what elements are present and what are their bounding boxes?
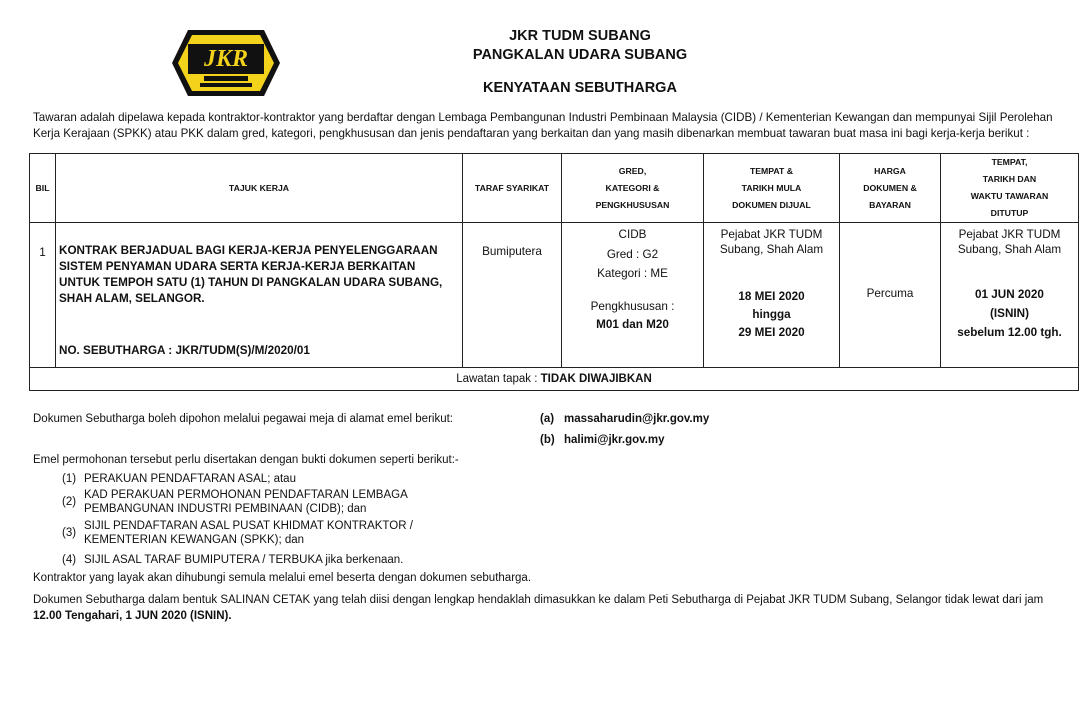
row-tajuk <box>56 223 463 368</box>
submission-deadline: 12.00 Tengahari, 1 JUN 2020 (ISNIN). <box>33 610 232 622</box>
header-tutup: TEMPAT, TARIKH DAN WAKTU TAWARAN DITUTUP <box>941 154 1079 223</box>
email-link[interactable]: halimi@jkr.gov.my <box>564 434 665 446</box>
email-link[interactable]: massaharudin@jkr.gov.my <box>564 413 710 425</box>
request-text: Dokumen Sebutharga boleh dipohon melalui pegawai meja di alamat emel berikut: <box>33 413 454 425</box>
contact-note: Kontraktor yang layak akan dihubungi semula melalui emel beserta dengan dokumen sebutharga. <box>33 572 532 584</box>
base-name: PANGKALAN UDARA SUBANG <box>472 47 688 63</box>
table-row <box>30 223 1079 368</box>
tajuk-text: KONTRAK BERJADUAL BAGI KERJA-KERJA PENYELENGGARAAN SISTEM PENYAMAN UDARA SERTA KERJA-KERJA BERKAITAN UNTUK TEMPOH SATU (1) TAHUN DI PANGKALAN UDARA SUBANG, SHAH ALAM, SELANGOR. <box>59 244 443 305</box>
header-harga: HARGA DOKUMEN & BAYARAN <box>840 154 941 223</box>
row-harga: Percuma <box>840 223 941 368</box>
email-item: (b) halimi@jkr.gov.my <box>540 434 665 446</box>
org-name: JKR TUDM SUBANG <box>509 28 651 44</box>
doc-item: (4) SIJIL ASAL TARAF BUMIPUTERA / TERBUKA jika berkenaan. <box>62 554 404 566</box>
lawatan-row <box>30 368 1079 391</box>
no-sebutharga: NO. SEBUTHARGA : JKR/TUDM(S)/M/2020/01 <box>59 344 310 357</box>
lawatan-tapak: Lawatan tapak : TIDAK DIWAJIBKAN <box>30 368 1079 391</box>
docs-intro: Emel permohonan tersebut perlu disertakan dengan bukti dokumen seperti berikut:- <box>33 454 459 466</box>
row-gred: CIDB Gred : G2 Kategori : ME Pengkhususan : M01 dan M20 <box>562 223 704 368</box>
doc-item: (3) SIJIL PENDAFTARAN ASAL PUSAT KHIDMAT KONTRAKTOR / KEMENTERIAN KEWANGAN (SPKK); dan <box>62 520 413 546</box>
logo-text: JKR <box>203 46 249 72</box>
row-bil: 1 <box>30 223 56 368</box>
page-title: KENYATAAN SEBUTHARGA <box>483 80 677 96</box>
intro-paragraph: Tawaran adalah dipelawa kepada kontraktor-kontraktor yang berdaftar dengan Lembaga Pembangunan Industri Pembinaan Malaysia (CIDB) / Kementerian Kewangan dan mempunyai Sijil Perolehan Kerja Kerajaan (SPKK) atau PKK dalam gred, kategori, pengkhususan dan jenis pendaftaran yang berkaitan dan yang masih dibenarkan membuat tawaran buat masa ini bagi kerja-kerja berikut : <box>33 111 1053 140</box>
tender-table <box>29 153 1079 391</box>
row-tutup: Pejabat JKR TUDM Subang, Shah Alam 01 JUN 2020 (ISNIN) sebelum 12.00 tgh. <box>941 223 1079 368</box>
header-gred: GRED, KATEGORI & PENGKHUSUSAN <box>562 154 704 223</box>
email-item: (a) massaharudin@jkr.gov.my <box>540 413 710 425</box>
header-bil: BIL <box>30 154 56 223</box>
doc-item: (2) KAD PERAKUAN PERMOHONAN PENDAFTARAN LEMBAGA PEMBANGUNAN INDUSTRI PEMBINAAN (CIDB); dan <box>62 489 408 515</box>
doc-item: (1) PERAKUAN PENDAFTARAN ASAL; atau <box>62 473 296 485</box>
header-tempat: TEMPAT & TARIKH MULA DOKUMEN DIJUAL <box>704 154 840 223</box>
header-taraf: TARAF SYARIKAT <box>463 154 562 223</box>
jkr-logo <box>170 26 282 100</box>
header-tajuk: TAJUK KERJA <box>56 154 463 223</box>
row-tempat: Pejabat JKR TUDM Subang, Shah Alam 18 MEI 2020 hingga 29 MEI 2020 <box>704 223 840 368</box>
row-taraf: Bumiputera <box>463 223 562 368</box>
table-header-row <box>30 154 1079 223</box>
submission-text: Dokumen Sebutharga dalam bentuk SALINAN CETAK yang telah diisi dengan lengkap hendaklah dimasukkan ke dalam Peti Sebutharga di Pejabat JKR TUDM Subang, Selangor tidak lewat dari jam 12.00 Tengahari, 1 JUN 2020 (ISNIN). <box>33 594 1044 622</box>
